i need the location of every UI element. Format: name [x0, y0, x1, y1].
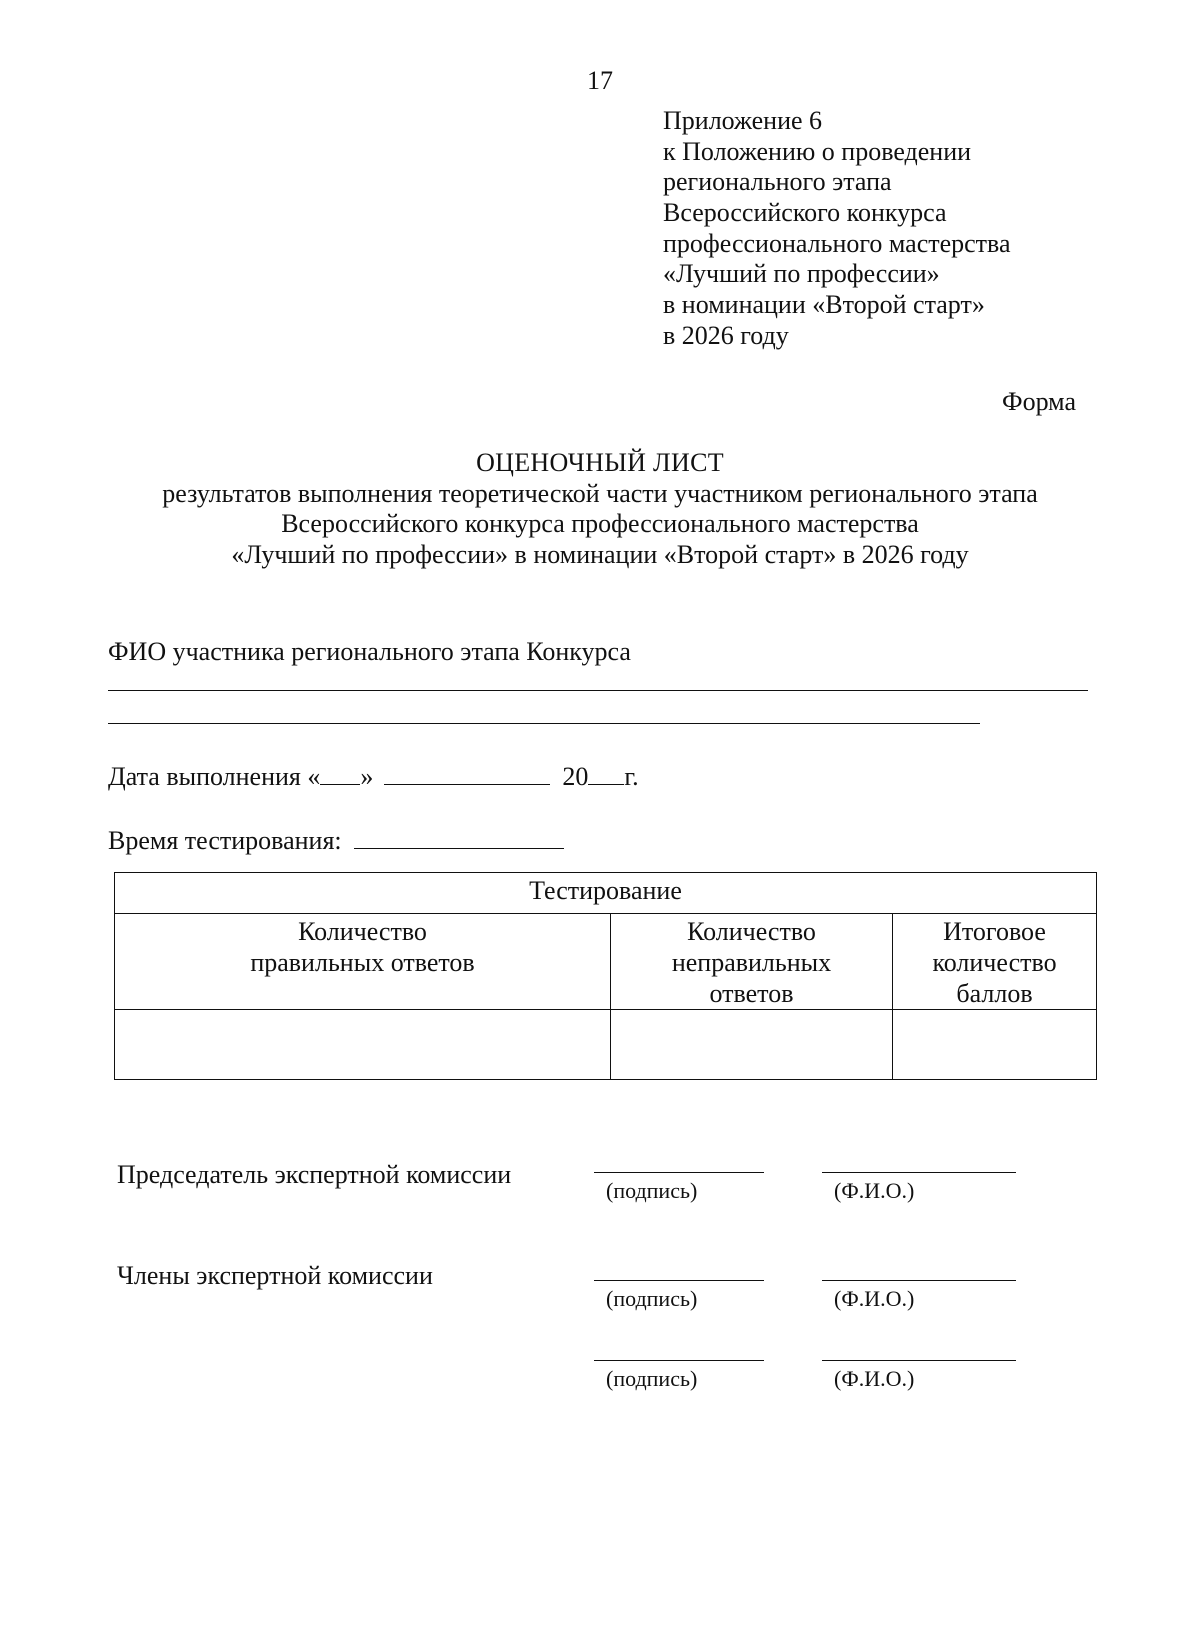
header-line: Итоговое: [943, 917, 1046, 946]
testing-time-field[interactable]: [354, 824, 564, 849]
header-line: Количество: [687, 917, 816, 946]
title-main: ОЦЕНОЧНЫЙ ЛИСТ: [476, 448, 724, 477]
signature-caption: (подпись): [606, 1366, 698, 1391]
members-label: Члены экспертной комиссии: [117, 1261, 433, 1290]
appendix-line: к Положению о проведении: [663, 136, 972, 166]
date-close-quote: »: [360, 762, 374, 791]
chairman-signature-line[interactable]: [594, 1172, 764, 1173]
column-header-correct: [115, 914, 611, 1010]
member-2-signature-line[interactable]: [594, 1360, 764, 1361]
appendix-line: «Лучший по профессии»: [663, 259, 940, 289]
appendix-line: Всероссийского конкурса: [663, 198, 947, 228]
header-line: Количество: [298, 917, 427, 946]
appendix-line: Приложение 6: [663, 106, 823, 135]
document-title: [0, 448, 1200, 570]
chairman-label: Председатель экспертной комиссии: [117, 1160, 512, 1189]
chairman-name-line[interactable]: [822, 1172, 1016, 1173]
appendix-line: в номинации «Второй старт»: [663, 290, 985, 320]
time-row: [108, 824, 564, 856]
signature-caption: (подпись): [606, 1178, 698, 1203]
member-1-name-line[interactable]: [822, 1280, 1016, 1281]
cell-total-score[interactable]: [893, 1010, 1097, 1080]
title-line: Всероссийского конкурса профессионального мастерства: [281, 509, 919, 538]
name-caption: (Ф.И.О.): [834, 1366, 915, 1391]
date-day-field[interactable]: [320, 760, 360, 785]
appendix-line: профессионального мастерства: [663, 228, 1011, 258]
date-row: [108, 760, 639, 792]
participant-name-line-2[interactable]: [108, 723, 980, 724]
participant-name-label: ФИО участника регионального этапа Конкурса: [108, 637, 631, 666]
name-caption: (Ф.И.О.): [834, 1178, 915, 1203]
header-line: ответов: [709, 979, 794, 1008]
member-2-name-line[interactable]: [822, 1360, 1016, 1361]
header-line: количество: [932, 948, 1057, 977]
cell-correct-answers[interactable]: [115, 1010, 611, 1080]
form-label: Форма: [1002, 387, 1076, 416]
name-caption: (Ф.И.О.): [834, 1286, 915, 1311]
testing-time-label: Время тестирования:: [108, 826, 342, 855]
date-year-field[interactable]: [588, 760, 624, 785]
signature-caption: (подпись): [606, 1286, 698, 1311]
title-line: результатов выполнения теоретической части участником регионального этапа: [162, 478, 1038, 508]
header-line: правильных ответов: [250, 948, 475, 977]
date-label: Дата выполнения «: [108, 762, 321, 791]
title-line: «Лучший по профессии» в номинации «Второй старт» в 2026 году: [231, 539, 969, 569]
table-header-testing: Тестирование: [115, 873, 1097, 914]
member-1-signature-line[interactable]: [594, 1280, 764, 1281]
header-line: неправильных: [671, 948, 832, 977]
column-header-total: [893, 914, 1097, 1010]
date-year-suffix: г.: [624, 762, 639, 791]
date-month-field[interactable]: [384, 760, 550, 785]
appendix-line: в 2026 году: [663, 320, 789, 350]
appendix-block: [663, 106, 1011, 352]
appendix-line: регионального этапа: [663, 167, 892, 197]
header-line: баллов: [956, 979, 1033, 1008]
participant-name-line-1[interactable]: [108, 690, 1088, 691]
date-year-prefix: 20: [562, 762, 589, 791]
column-header-incorrect: [611, 914, 893, 1010]
cell-incorrect-answers[interactable]: [611, 1010, 893, 1080]
results-table: [114, 872, 1097, 1080]
page-number: 17: [587, 66, 613, 95]
